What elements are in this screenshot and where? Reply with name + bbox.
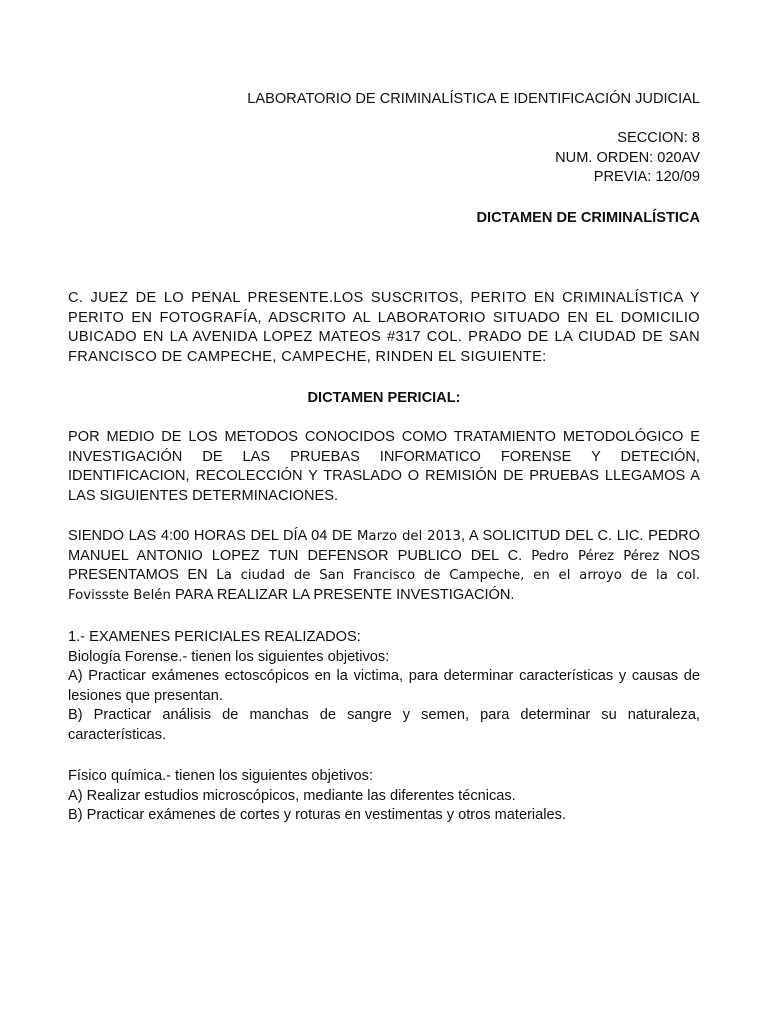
occasion-text-3: NOS PRESENTAMOS EN: [68, 547, 700, 584]
exams-section: [68, 628, 700, 746]
fisico-section: [68, 767, 700, 826]
previa-line: PREVIA: 120/09: [593, 169, 700, 185]
biologia-title: Biología Forense.- tienen los siguientes objetivos:: [68, 648, 390, 665]
occasion-text-1: SIENDO LAS 4:00 HORAS DEL DÍA 04 DE: [68, 528, 357, 544]
occasion-text-4: PARA REALIZAR LA PRESENTE INVESTIGACIÓN.: [170, 586, 515, 603]
lab-title: LABORATORIO DE CRIMINALÍSTICA E IDENTIFICACIÓN JUDICIAL: [247, 91, 700, 107]
occasion-paragraph: [68, 527, 700, 605]
pericial-heading: DICTAMEN PERICIAL:: [307, 390, 461, 406]
biologia-item-a: A) Practicar exámenes ectoscópicos en la victima, para determinar características y causas de lesiones que presentan.: [68, 668, 700, 704]
case-reference-block: [555, 129, 700, 188]
document-page: [68, 0, 700, 1024]
fisico-title: Físico química.- tienen los siguientes objetivos:: [68, 768, 373, 784]
occasion-place: La ciudad de San Francisco de Campeche, en el arroyo de la col. Fovissste Belén: [68, 568, 700, 603]
exams-heading: 1.- EXAMENES PERICIALES REALIZADOS:: [68, 629, 361, 645]
occasion-person: Pedro Pérez Pérez: [531, 548, 660, 564]
occasion-date: Marzo del 2013: [356, 529, 461, 544]
seccion-line: SECCION: 8: [617, 130, 700, 146]
fisico-item-a: A) Realizar estudios microscópicos, mediante las diferentes técnicas.: [68, 787, 516, 804]
methods-paragraph: POR MEDIO DE LOS METODOS CONOCIDOS COMO TRATAMIENTO METODOLÓGICO E INVESTIGACIÓN DE LAS PRUEBAS INFORMATICO FORENSE Y DETECIÓN, IDENTIFICACION, RECOLECCIÓN Y TRASLADO O REMISIÓN DE PRUEBAS LLEGAMOS A LAS SIGUIENTES DETERMINACIONES.: [68, 429, 700, 504]
biologia-item-b: B) Practicar análisis de manchas de sangre y semen, para determinar su naturaleza, características.: [68, 707, 700, 743]
document-heading: DICTAMEN DE CRIMINALÍSTICA: [476, 210, 700, 226]
fisico-item-b: B) Practicar exámenes de cortes y roturas en vestimentas y otros materiales.: [68, 807, 567, 824]
occasion-text-2: , A SOLICITUD DEL C. LIC. PEDRO MANUEL ANTONIO LOPEZ TUN DEFENSOR PUBLICO DEL C.: [68, 528, 701, 564]
num-orden-line: NUM. ORDEN: 020AV: [555, 149, 700, 166]
intro-paragraph: C. JUEZ DE LO PENAL PRESENTE.LOS SUSCRITOS, PERITO EN CRIMINALÍSTICA Y PERITO EN FOTOGRAFÍA, ADSCRITO AL LABORATORIO SITUADO EN EL DOMICILIO UBICADO EN LA AVENIDA LOPEZ MATEOS #317 COL. PRADO DE LA CIUDAD DE SAN FRANCISCO DE CAMPECHE, CAMPECHE, RINDEN EL SIGUIENTE:: [68, 290, 700, 365]
